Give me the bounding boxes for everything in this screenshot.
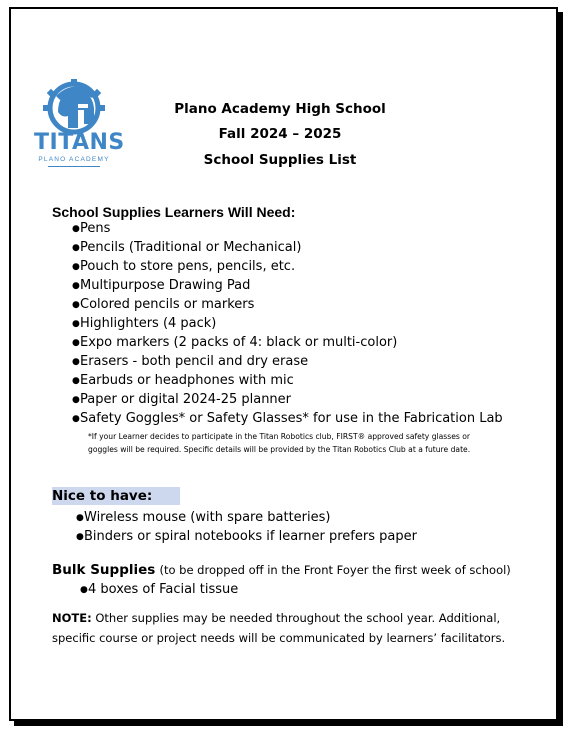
list-item: ●Pencils (Traditional or Mechanical) xyxy=(72,240,302,255)
note-paragraph xyxy=(52,608,522,648)
spartan-helmet-icon xyxy=(34,76,114,136)
list-title: School Supplies List xyxy=(203,152,357,168)
list-item: ●Earbuds or headphones with mic xyxy=(72,373,294,388)
need-list xyxy=(72,219,503,428)
list-item: ●4 boxes of Facial tissue xyxy=(80,582,239,597)
list-item: ●Expo markers (2 packs of 4: black or multi-color) xyxy=(72,335,398,350)
list-item: ●Colored pencils or markers xyxy=(72,297,255,312)
note-text: Other supplies may be needed throughout the school year. Additional, specific course or project needs will be communicated by learners’ facilitators. xyxy=(52,611,506,645)
list-item: ●Paper or digital 2024-25 planner xyxy=(72,392,292,407)
logo-underline xyxy=(48,166,100,167)
list-item: ●Highlighters (4 pack) xyxy=(72,316,217,331)
list-item: ●Pens xyxy=(72,221,111,236)
bulk-list xyxy=(80,580,238,599)
bulk-heading xyxy=(52,562,511,578)
list-item: ●Multipurpose Drawing Pad xyxy=(72,278,251,293)
list-item: ●Erasers - both pencil and dry erase xyxy=(72,354,309,369)
list-item: ●Wireless mouse (with spare batteries) xyxy=(76,510,331,525)
school-term: Fall 2024 – 2025 xyxy=(218,126,342,142)
nice-heading: Nice to have: xyxy=(52,487,180,505)
list-item: ●Binders or spiral notebooks if learner prefers paper xyxy=(76,529,417,544)
nice-list xyxy=(76,508,417,546)
note-label: NOTE: xyxy=(52,611,92,625)
list-item: ●Pouch to store pens, pencils, etc. xyxy=(72,259,296,274)
list-item: ●Safety Goggles* or Safety Glasses* for use in the Fabrication Lab xyxy=(72,411,503,426)
bulk-detail: (to be dropped off in the Front Foyer the first week of school) xyxy=(159,563,511,577)
school-name: Plano Academy High School xyxy=(174,101,386,117)
logo-title: TITANS xyxy=(34,130,125,155)
bulk-label: Bulk Supplies xyxy=(52,562,156,578)
titans-logo xyxy=(34,76,125,170)
logo-subtitle: PLANO ACADEMY xyxy=(38,156,110,163)
robotics-footnote: *If your Learner decides to participate in the Titan Robotics club, FIRST® approved safety glasses or goggles will be required. Specific details will be provided by the Titan Robotics Club at a future date. xyxy=(88,432,471,454)
need-heading: School Supplies Learners Will Need: xyxy=(52,204,296,220)
